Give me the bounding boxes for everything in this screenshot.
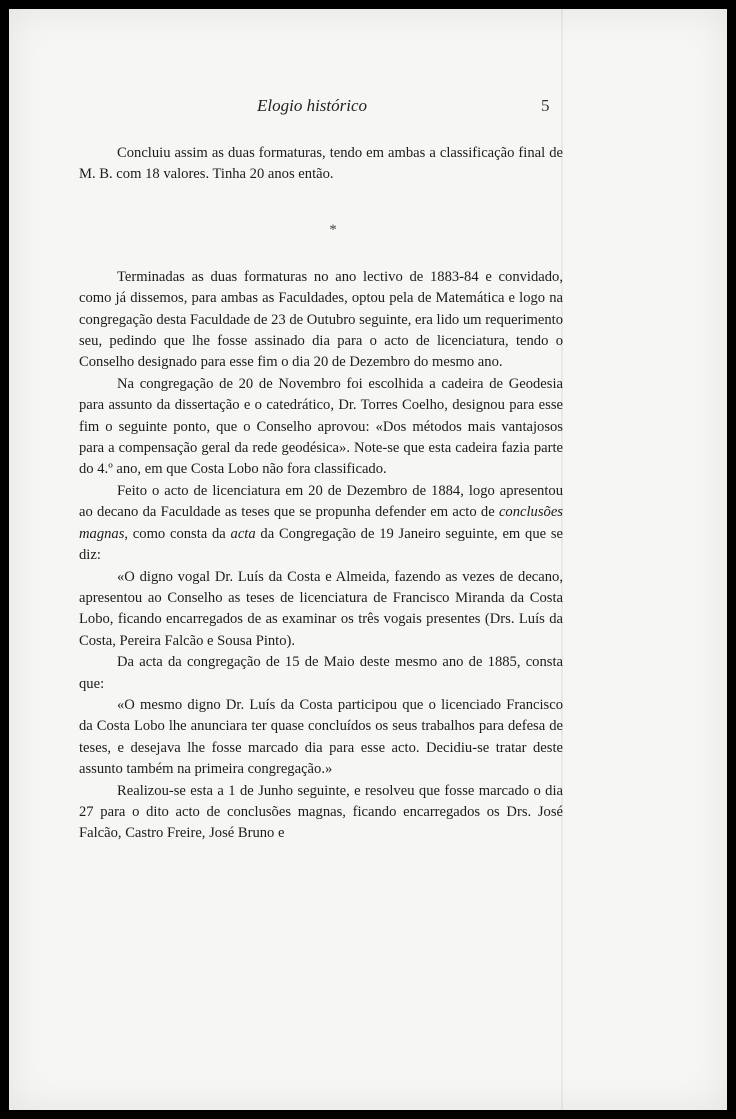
paragraph-4-emphasis-2: acta (230, 525, 256, 542)
paragraph-4-part-a: Feito o acto de licenciatura em 20 de Dezembro de 1884, logo apresentou ao decano da Faculdade as teses que se propunha defender em acto de (79, 482, 563, 521)
paragraph-4-part-b: , como consta da (124, 525, 231, 542)
paragraph-1: Concluiu assim as duas formaturas, tendo em ambas a classificação final de M. B. com 18 valores. Tinha 20 anos então. (79, 145, 563, 183)
paragraph-3: Na congregação de 20 de Novembro foi escolhida a cadeira de Geodesia para assunto da dissertação e o catedrático, Dr. Torres Coelho, designou para esse fim o seguinte ponto, que o Conselho aprovou: «Dos métodos mais vantajosos para a compensação geral da rede geodésica». Note-se que esta cadeira fazia parte do 4.º ano, em que Costa Lobo não fora classificado. (79, 375, 563, 478)
paragraph-4 (79, 481, 563, 567)
paragraph-2: Terminadas as duas formaturas no ano lectivo de 1883-84 e convidado, como já dissemos, para ambas as Faculdades, optou pela de Matemática e logo na congregação desta Faculdade de 23 de Outubro seguinte, era lido um requerimento seu, pedindo que lhe fosse assinado dia para o acto de licenciatura, tendo o Conselho designado para esse fim o dia 20 de Dezembro do mesmo ano. (79, 268, 563, 371)
paragraph-7-quote: «O mesmo digno Dr. Luís da Costa participou que o licenciado Francisco da Costa Lobo lhe anunciara ter quase concluídos os seus trabalhos para defesa de teses, e desejava lhe fosse marcado dia para esse acto. Decidiu-se tratar deste assunto também na primeira congregação.» (79, 696, 563, 778)
running-title: Elogio histórico (257, 96, 368, 115)
book-page (9, 9, 727, 1110)
paragraph-4-part-c: da Congregação de 19 Janeiro seguinte, em que se diz: (79, 525, 563, 564)
paragraph-6: Da acta da congregação de 15 de Maio deste mesmo ano de 1885, consta que: (79, 654, 563, 692)
paragraph-4-emphasis-1: conclusões magnas (79, 504, 563, 542)
paragraph-8: Realizou-se esta a 1 de Junho seguinte, e resolveu que fosse marcado o dia 27 para o dito acto de conclusões magnas, ficando encarregados os Drs. José Falcão, Castro Freire, José Bruno e (79, 782, 563, 842)
page-number: 5 (541, 96, 550, 115)
paragraph-5-quote: «O digno vogal Dr. Luís da Costa e Almeida, fazendo as vezes de decano, apresentou ao Conselho as teses de licenciatura de Francisco Miranda da Costa Lobo, ficando encarregados de as examinar os três vogais presentes (Drs. Luís da Costa, Pereira Falcão e Sousa Pinto). (79, 568, 563, 649)
page-header (9, 96, 727, 124)
section-separator: * (329, 221, 337, 238)
body-text (79, 143, 563, 845)
